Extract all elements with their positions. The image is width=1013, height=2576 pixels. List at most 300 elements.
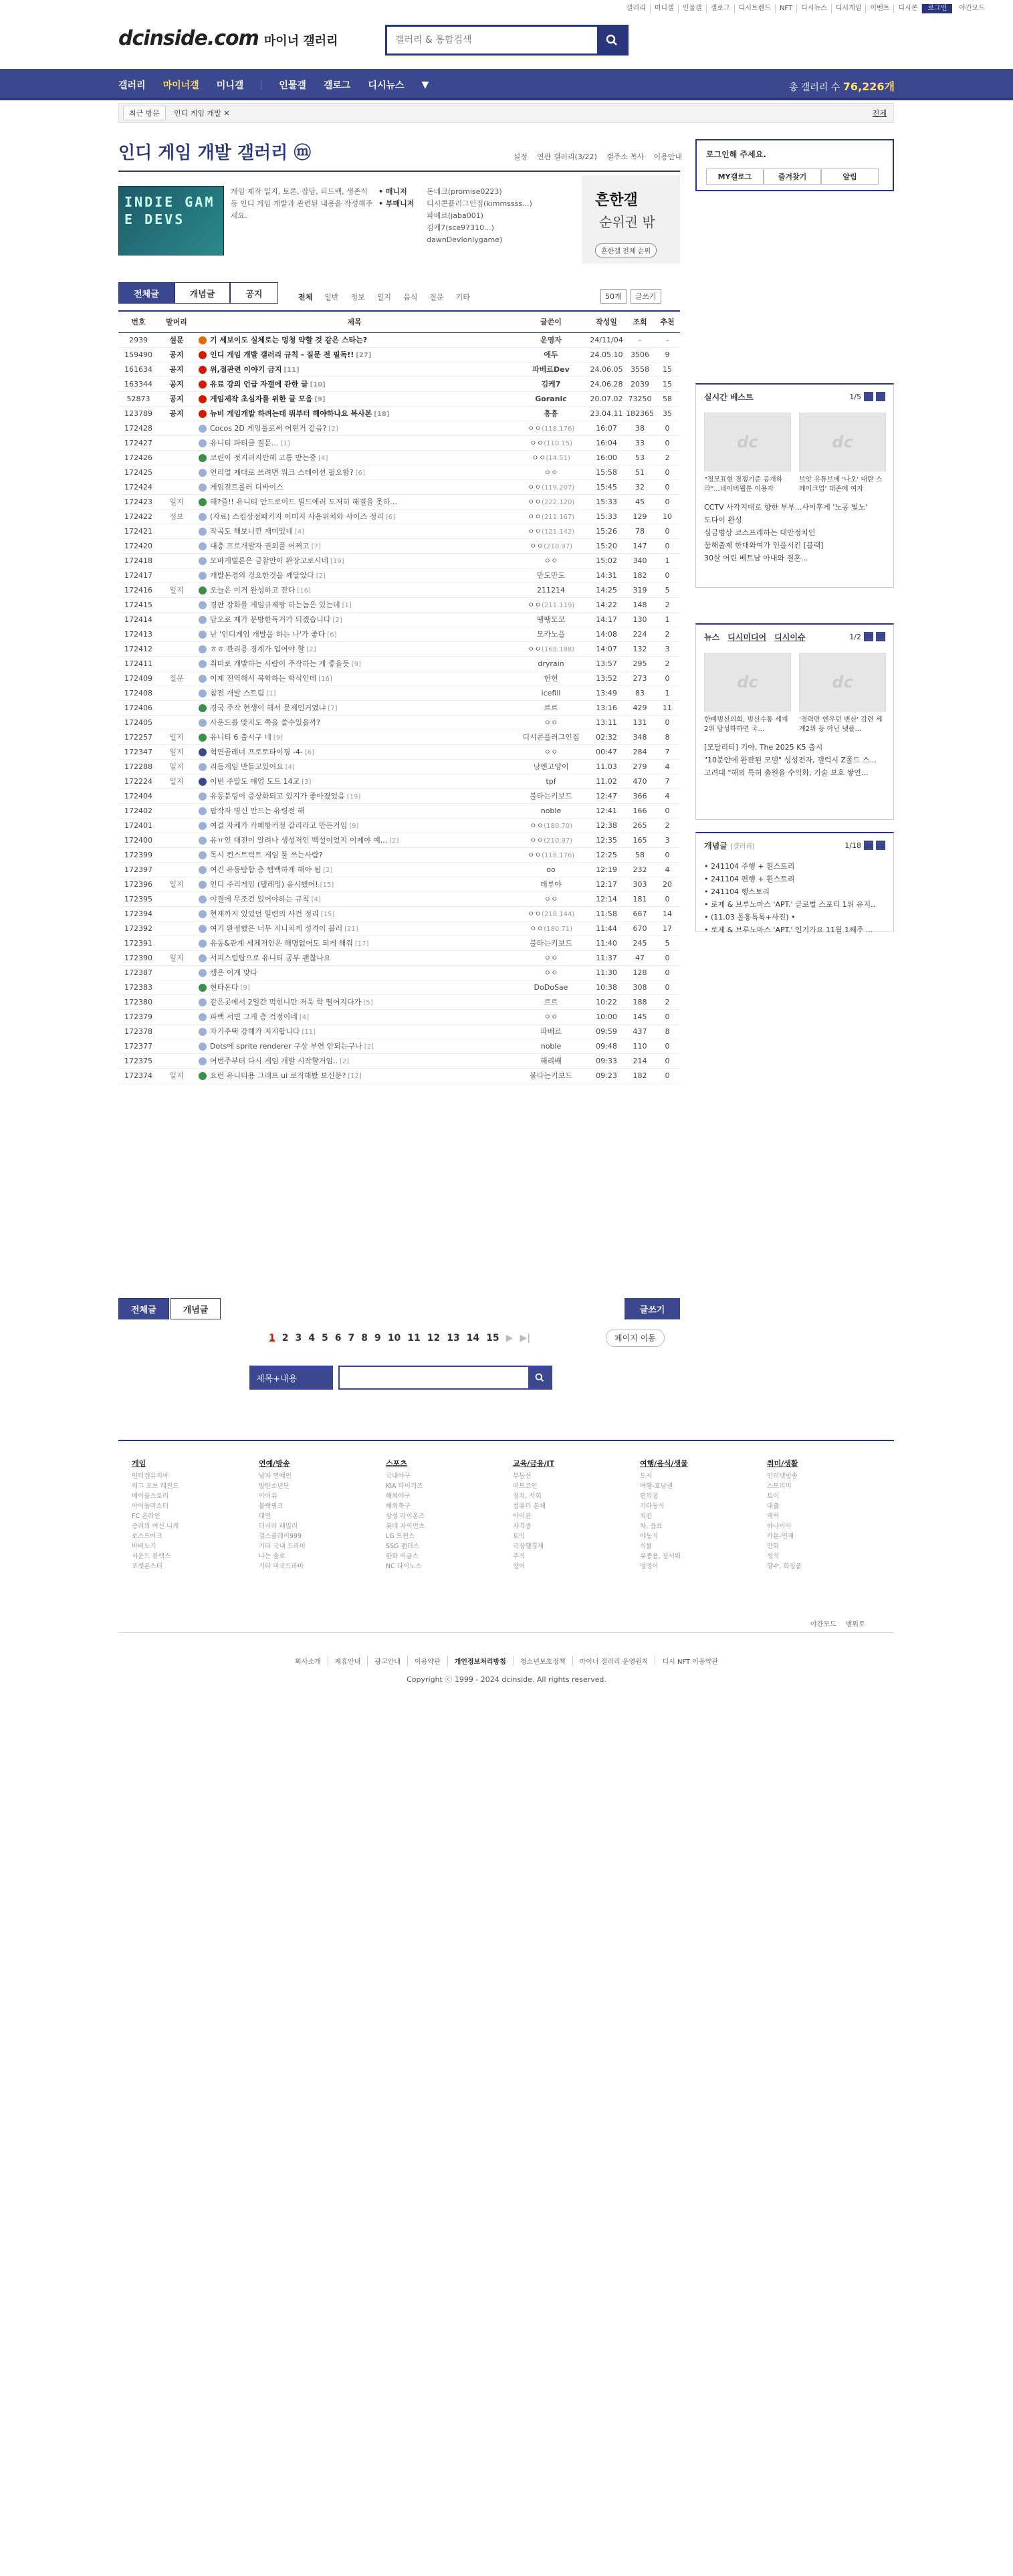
ranking-ad[interactable] xyxy=(582,175,680,263)
list-item[interactable]: [모달리티] 기아, The 2025 K5 출시 xyxy=(704,743,823,752)
top-link[interactable]: 로그인 xyxy=(922,4,952,13)
table-row[interactable] xyxy=(118,877,680,891)
comment-count[interactable]: [15] xyxy=(320,881,334,889)
post-title-cell[interactable] xyxy=(195,877,514,891)
post-writer[interactable] xyxy=(514,877,588,891)
writer-name[interactable]: ㅇㅇ xyxy=(544,718,558,727)
post-title[interactable]: 게임전트롤러 디바이스 xyxy=(210,483,284,492)
post-writer[interactable] xyxy=(514,715,588,730)
footer-policy-link[interactable]: 디시 NFT 이용약관 xyxy=(662,1658,718,1666)
writer-name[interactable]: 르르 xyxy=(544,998,558,1006)
footer-link[interactable]: 식물 xyxy=(640,1543,653,1550)
table-row[interactable] xyxy=(118,421,680,435)
top-link[interactable]: 디시게임 xyxy=(832,4,867,13)
post-title[interactable]: Cocos 2D 게임툴로써 어떤거 같음? xyxy=(210,424,327,433)
post-title-cell[interactable] xyxy=(195,612,514,627)
post-title[interactable]: 경판 강화를 게임규제팡 하는놈은 있는데 xyxy=(210,601,340,609)
post-writer[interactable] xyxy=(514,1053,588,1068)
post-writer[interactable] xyxy=(514,774,588,788)
post-title-cell[interactable] xyxy=(195,465,514,479)
post-title[interactable]: 독시 컨스트럭트 게임 툴 쓰는사람? xyxy=(210,851,323,859)
comment-count[interactable]: [9] xyxy=(349,823,359,830)
top-link[interactable]: 이벤트 xyxy=(866,4,894,13)
footer-link[interactable]: 나는 솔로 xyxy=(259,1553,286,1560)
page-link[interactable]: 2 xyxy=(282,1333,289,1344)
table-row[interactable] xyxy=(118,906,680,921)
list-item[interactable]: "10분안에 완판된 모델" 성성전자, 갤럭시 Z폴드 스... xyxy=(704,756,877,764)
page-link[interactable]: 4 xyxy=(308,1333,315,1344)
footer-policy-link[interactable]: 청소년보호정책 xyxy=(514,1656,573,1666)
post-writer[interactable] xyxy=(514,568,588,582)
top-link[interactable]: 갤로그 xyxy=(707,4,735,13)
table-row[interactable] xyxy=(118,406,680,421)
gallery-link[interactable]: 갤주소 복사 xyxy=(606,152,645,161)
post-title-cell[interactable] xyxy=(195,906,514,921)
comment-count[interactable]: [18] xyxy=(374,411,390,418)
post-title[interactable]: 유동&관계 세체저인은 해명없어도 되게 해줘 xyxy=(210,939,353,948)
footer-link[interactable]: 치킨 xyxy=(640,1513,653,1520)
comment-count[interactable]: [2] xyxy=(328,425,338,433)
post-writer[interactable] xyxy=(514,833,588,847)
footer-link[interactable]: 멍멍이 xyxy=(640,1563,659,1570)
table-row[interactable] xyxy=(118,627,680,641)
comment-count[interactable]: [2] xyxy=(323,867,333,874)
gallery-link[interactable]: 설정 xyxy=(513,152,528,161)
footer-link[interactable]: 해외축구 xyxy=(386,1503,411,1510)
post-title-cell[interactable] xyxy=(195,950,514,965)
footer-link[interactable]: KIA 타이거즈 xyxy=(386,1483,423,1490)
comment-count[interactable]: [4] xyxy=(311,896,321,903)
writer-name[interactable]: ㅇㅇ xyxy=(544,468,558,477)
footer-link[interactable]: 비트코인 xyxy=(513,1483,538,1490)
footer-link[interactable]: 기타동식 xyxy=(640,1503,665,1510)
footer-link[interactable]: 태연 xyxy=(259,1513,271,1520)
list-size-select[interactable]: 50개 xyxy=(600,289,627,304)
writer-name[interactable]: 김케7 xyxy=(541,380,561,389)
news-tab[interactable]: 뉴스 xyxy=(704,632,720,642)
post-writer[interactable] xyxy=(514,553,588,568)
footer-link[interactable]: 자격증 xyxy=(513,1523,532,1530)
writer-name[interactable]: ㅇㅇ xyxy=(544,556,558,565)
page-link[interactable]: 8 xyxy=(361,1333,368,1344)
manager-name[interactable]: dawnDevlonlygame) xyxy=(427,235,503,244)
post-title-cell[interactable] xyxy=(195,524,514,538)
post-title-cell[interactable] xyxy=(195,715,514,730)
writer-name[interactable]: ㅇㅇ xyxy=(527,498,542,506)
post-title[interactable]: 혁연골레너 프로토타이핑 -4- xyxy=(210,748,303,756)
post-title[interactable]: 현재까지 있었던 일련의 사건 정리 xyxy=(210,909,319,918)
post-title[interactable]: 여결 자체가 카페항커정 갈리라고 만든거임 xyxy=(210,821,348,830)
table-row[interactable] xyxy=(118,435,680,450)
thumb-card[interactable] xyxy=(799,653,886,734)
post-title-cell[interactable] xyxy=(195,582,514,597)
post-writer[interactable] xyxy=(514,671,588,685)
thumb-caption[interactable]: '경력만 엔우던 변산' 감련 세계2위 등 아닌 넷플... xyxy=(799,716,883,733)
board-search-button[interactable] xyxy=(528,1367,551,1388)
post-writer[interactable] xyxy=(514,597,588,612)
table-row[interactable] xyxy=(118,730,680,744)
footer-link[interactable]: 아이유 xyxy=(259,1493,277,1500)
post-writer[interactable] xyxy=(514,494,588,509)
post-title[interactable]: 난 '인디게임 개발을 하는 나'가 좋다 xyxy=(210,630,326,639)
footer-link[interactable]: 아이돌마스터 xyxy=(132,1503,169,1510)
tab-notice[interactable]: 공지 xyxy=(230,282,277,304)
comment-count[interactable]: [16] xyxy=(297,587,311,595)
comment-count[interactable]: [4] xyxy=(318,455,328,462)
post-title[interactable]: 어번주부터 다시 게임 개발 시작할거임.. xyxy=(210,1057,338,1065)
post-writer[interactable] xyxy=(514,759,588,774)
footer-link[interactable]: 토이 xyxy=(767,1493,780,1500)
top-link[interactable]: 인물갤 xyxy=(679,4,707,13)
post-title-cell[interactable] xyxy=(195,744,514,759)
writer-name[interactable]: ㅇㅇ xyxy=(532,453,546,462)
post-title-cell[interactable] xyxy=(195,509,514,524)
table-row[interactable] xyxy=(118,1053,680,1068)
thumb-card[interactable] xyxy=(799,413,886,494)
post-writer[interactable] xyxy=(514,921,588,936)
post-title[interactable]: 야결에 무조건 있어야하는 규칙 xyxy=(210,895,310,903)
writer-name[interactable]: ㅇㅇ xyxy=(529,836,544,845)
table-row[interactable] xyxy=(118,965,680,980)
post-title[interactable]: 사운드를 맞지도 쪽을 쓸수있을까? xyxy=(210,718,321,727)
writer-name[interactable]: dryrain xyxy=(538,659,564,668)
footer-column-title[interactable]: 취미/생활 xyxy=(767,1459,798,1468)
comment-count[interactable]: [10] xyxy=(310,381,326,389)
post-title[interactable]: 모바게별론은 금찰만이 완장고로시네 xyxy=(210,556,329,565)
post-title[interactable]: 유동분링이 증상화되고 있지가 좋아졌었음 xyxy=(210,792,345,800)
tab-all[interactable]: 전체글 xyxy=(118,282,175,304)
post-title-cell[interactable] xyxy=(195,656,514,671)
footer-link[interactable]: 승리의 여신 니케 xyxy=(132,1523,179,1530)
post-writer[interactable] xyxy=(514,582,588,597)
post-title[interactable]: 캠은 이게 맞다 xyxy=(210,968,257,977)
gnb-item[interactable]: 갤러리 xyxy=(118,80,146,91)
thumb-caption[interactable]: 브앗 유튜브에 '나오' 대란 스페이크업' 대존에 여자 xyxy=(799,476,883,493)
comment-count[interactable]: [1] xyxy=(266,690,276,697)
table-row[interactable] xyxy=(118,700,680,715)
post-title[interactable]: 여기 완정했은 너무 지니치게 성격이 블러 xyxy=(210,924,343,933)
table-row[interactable] xyxy=(118,391,680,406)
post-title-cell[interactable] xyxy=(195,671,514,685)
recent-item[interactable]: 인디 게임 개발 ✕ xyxy=(174,109,230,118)
post-writer[interactable] xyxy=(514,950,588,965)
footer-link[interactable]: 아이폰 xyxy=(513,1513,532,1520)
footer-link[interactable]: 하나이아 xyxy=(767,1523,792,1530)
post-title[interactable]: 위,접관련 이야기 금지 xyxy=(210,365,282,374)
recent-all-link[interactable]: 전체 xyxy=(872,109,887,118)
table-row[interactable] xyxy=(118,509,680,524)
table-row[interactable] xyxy=(118,788,680,803)
post-title[interactable]: 여긴 유동탐합 층 햄백하게 해야 됨 xyxy=(210,865,322,874)
comment-count[interactable]: [19] xyxy=(330,558,344,565)
post-title[interactable]: 경국 주작 현생이 해서 문제인거였냐 xyxy=(210,704,326,712)
comment-count[interactable]: [2] xyxy=(316,572,326,580)
table-row[interactable] xyxy=(118,524,680,538)
list-item[interactable]: CCTV 사각지대로 향한 부부...사이후게 '노공 빛노' xyxy=(704,503,868,512)
gnb-item[interactable]: 미니갤 xyxy=(216,80,244,91)
my-gallog-button[interactable]: MY갤로그 xyxy=(706,169,764,185)
table-row[interactable] xyxy=(118,950,680,965)
post-title-cell[interactable] xyxy=(195,347,514,362)
post-title-cell[interactable] xyxy=(195,921,514,936)
post-title-cell[interactable] xyxy=(195,568,514,582)
post-title-cell[interactable] xyxy=(195,494,514,509)
comment-count[interactable]: [2] xyxy=(332,617,342,624)
post-title[interactable]: 인디 게임 개발 갤러리 규칙 - 질문 전 필독!! xyxy=(210,350,354,359)
writer-name[interactable]: 만도만도 xyxy=(536,571,566,580)
footer-link[interactable]: SSG 랜더스 xyxy=(386,1543,419,1550)
post-title[interactable]: 유니티 파티클 질문... xyxy=(210,439,279,447)
table-row[interactable] xyxy=(118,465,680,479)
subject-tab[interactable]: 일지 xyxy=(376,293,392,302)
post-writer[interactable] xyxy=(514,980,588,994)
writer-name[interactable]: noble xyxy=(540,806,562,815)
post-title-cell[interactable] xyxy=(195,803,514,818)
chevron-down-icon[interactable]: ▼ xyxy=(421,79,429,90)
post-title-cell[interactable] xyxy=(195,391,514,406)
post-writer[interactable] xyxy=(514,612,588,627)
post-writer[interactable] xyxy=(514,818,588,833)
gnb-item[interactable]: 갤로그 xyxy=(323,80,351,91)
subject-tab[interactable]: 기타 xyxy=(455,293,470,302)
manager-name[interactable]: 디시콘플러그인집(kimmssss...) xyxy=(427,199,532,208)
post-writer[interactable] xyxy=(514,1039,588,1053)
footer-link[interactable]: 컴퓨터 본체 xyxy=(513,1503,546,1510)
news-tab[interactable]: 디시이슈 xyxy=(774,632,806,642)
writer-name[interactable]: ㅇㅇ xyxy=(527,512,542,521)
list-item[interactable]: • 로제 & 브루노마스 'APT.' 인기가요 11월 1째주 ... xyxy=(704,926,873,934)
table-row[interactable] xyxy=(118,450,680,465)
table-row[interactable] xyxy=(118,818,680,833)
footer-link[interactable]: 향수, 화장품 xyxy=(767,1563,802,1570)
table-row[interactable] xyxy=(118,847,680,862)
post-writer[interactable] xyxy=(514,965,588,980)
writer-name[interactable]: 르르 xyxy=(544,704,558,712)
post-title[interactable]: 오늘은 이거 완성하고 잔다 xyxy=(210,586,296,595)
top-link[interactable]: 디시콘 xyxy=(894,4,922,13)
comment-count[interactable]: [5] xyxy=(363,999,373,1006)
comment-count[interactable]: [7] xyxy=(311,543,321,550)
comment-count[interactable]: [4] xyxy=(285,764,295,771)
post-title[interactable]: 기 세보이도 실체로는 멍청 약할 것 같은 스타는? xyxy=(210,336,368,344)
footer-link[interactable]: 카툰-연재 xyxy=(767,1533,794,1540)
comment-count[interactable]: [1] xyxy=(280,440,290,447)
post-title[interactable]: 리듬게임 만들고있어요 xyxy=(210,762,284,771)
table-row[interactable] xyxy=(118,332,680,347)
table-row[interactable] xyxy=(118,582,680,597)
thumb-caption[interactable]: 한폐벙선의희, 빙선수통 세계2위 담성하하면 국... xyxy=(704,716,788,733)
post-title[interactable]: 이번 주말도 얘엄 도트 14교 xyxy=(210,777,300,786)
comment-count[interactable]: [9] xyxy=(240,984,250,992)
footer-link[interactable]: 메이플스토리 xyxy=(132,1493,169,1500)
post-title[interactable]: 자기주택 강해가 지지합니다 xyxy=(210,1027,300,1036)
writer-name[interactable]: tpf xyxy=(546,776,556,786)
writer-name[interactable]: ㅇㅇ xyxy=(527,483,542,492)
writer-name[interactable]: ㅇㅇ xyxy=(529,542,544,550)
post-writer[interactable] xyxy=(514,744,588,759)
table-row[interactable] xyxy=(118,553,680,568)
footer-link[interactable]: 기타 국내 드라마 xyxy=(259,1543,306,1550)
page-link[interactable]: 12 xyxy=(427,1333,441,1344)
list-item[interactable]: 심금범상 코스프레하는 대만정치인 xyxy=(704,528,816,537)
post-writer[interactable] xyxy=(514,538,588,553)
gallery-link[interactable]: 이용안내 xyxy=(653,152,682,161)
site-logo[interactable] xyxy=(118,27,338,50)
footer-link[interactable]: LG 트윈스 xyxy=(386,1533,415,1540)
writer-name[interactable]: 흥흥 xyxy=(544,409,558,418)
post-title[interactable]: 대충 프로개발자 권외풀 어쩌고 xyxy=(210,542,310,550)
post-title[interactable]: 언리얼 제대로 쓰려면 워크 스테이션 필요함? xyxy=(210,468,354,477)
subject-tab[interactable]: 정보 xyxy=(350,293,365,302)
post-writer[interactable] xyxy=(514,685,588,700)
comment-count[interactable]: [11] xyxy=(302,1029,316,1036)
writer-name[interactable]: 파베르Dev xyxy=(532,365,570,374)
comment-count[interactable]: [27] xyxy=(356,352,372,359)
footer-link[interactable]: 편의점 xyxy=(640,1493,659,1500)
footer-policy-link[interactable]: 이용약관 xyxy=(408,1656,448,1666)
subject-tab[interactable]: 질문 xyxy=(429,293,444,302)
post-writer[interactable] xyxy=(514,332,588,347)
list-item[interactable]: • 241104 행스토리 xyxy=(704,887,770,896)
footer-theme-link[interactable]: 야간모드 xyxy=(810,1621,836,1628)
comment-count[interactable]: [2] xyxy=(340,1058,350,1065)
comment-count[interactable]: [11] xyxy=(284,366,300,374)
write-button[interactable]: 글쓰기 xyxy=(625,1298,680,1319)
footer-link[interactable]: 블랙핑크 xyxy=(259,1503,284,1510)
page-link[interactable]: 9 xyxy=(374,1333,381,1344)
table-row[interactable] xyxy=(118,1009,680,1024)
post-title[interactable]: 개발몬경의 겅요한것을 깨달았다 xyxy=(210,571,314,580)
post-title-cell[interactable] xyxy=(195,332,514,347)
table-row[interactable] xyxy=(118,715,680,730)
post-writer[interactable] xyxy=(514,465,588,479)
footer-link[interactable]: 도시 xyxy=(640,1473,653,1480)
post-writer[interactable] xyxy=(514,1068,588,1083)
comment-count[interactable]: [2] xyxy=(306,646,316,653)
footer-link[interactable]: 성적 xyxy=(767,1553,780,1560)
footer-link[interactable]: 포켓몬스터 xyxy=(132,1563,162,1570)
top-link[interactable]: 디시트렌드 xyxy=(735,4,776,13)
post-title[interactable]: 이제 전역해서 복학하는 학식인데 xyxy=(210,674,317,683)
comment-count[interactable]: [3] xyxy=(302,778,312,786)
post-title-cell[interactable] xyxy=(195,377,514,391)
table-row[interactable] xyxy=(118,347,680,362)
list-item[interactable]: 30살 어린 베트남 아내와 결혼... xyxy=(704,554,808,562)
post-title[interactable]: 담오로 제가 분방한독거가 되겠습니다 xyxy=(210,615,331,624)
post-writer[interactable] xyxy=(514,641,588,656)
footer-policy-link[interactable]: 제휴안내 xyxy=(328,1656,368,1666)
post-title[interactable]: 같은곳에서 2일간 먹힌니만 저욱 학 떨어지다가 xyxy=(210,998,362,1006)
manager-name[interactable]: 돈네크(promise0223) xyxy=(427,187,502,196)
post-title[interactable]: Dots에 sprite renderer 구상 부연 안되는구나 xyxy=(210,1042,362,1051)
writer-name[interactable]: 데루야 xyxy=(540,880,562,889)
footer-link[interactable]: 해외야구 xyxy=(386,1493,411,1500)
post-title[interactable]: 팝작자 병신 만드는 유령전 해 xyxy=(210,807,305,815)
post-title-cell[interactable] xyxy=(195,833,514,847)
post-title-cell[interactable] xyxy=(195,847,514,862)
post-title[interactable]: 뉴비 게임개발 하려는데 뭐부터 해야하나요 복사본 xyxy=(210,409,372,418)
subject-tab[interactable]: 전체 xyxy=(298,293,313,302)
table-row[interactable] xyxy=(118,891,680,906)
post-title[interactable]: 해?즐!! 유니티 안드로이드 빌드에러 도저히 해결을 못하... xyxy=(210,498,397,506)
post-title[interactable]: ㅎㅎ 관리용 경계가 업어야 할 xyxy=(210,645,305,653)
post-title[interactable]: 코린이 젓지러지만해 고통 받는중 xyxy=(210,453,317,462)
gnb-item[interactable]: 디시뉴스 xyxy=(368,80,405,91)
writer-name[interactable]: 운영자 xyxy=(540,336,562,344)
writer-name[interactable]: 불타는키보드 xyxy=(530,939,572,948)
table-row[interactable] xyxy=(118,936,680,950)
post-writer[interactable] xyxy=(514,788,588,803)
bottom-tab-recommend[interactable]: 개념글 xyxy=(171,1298,221,1319)
comment-count[interactable]: [4] xyxy=(294,528,305,536)
table-row[interactable] xyxy=(118,597,680,612)
table-row[interactable] xyxy=(118,685,680,700)
footer-link[interactable]: 만화 xyxy=(767,1543,780,1550)
post-title-cell[interactable] xyxy=(195,788,514,803)
footer-link[interactable]: 걸스플레이999 xyxy=(259,1533,302,1540)
table-row[interactable] xyxy=(118,656,680,671)
comment-count[interactable]: [9] xyxy=(351,661,361,668)
post-writer[interactable] xyxy=(514,803,588,818)
writer-name[interactable]: 모카노을 xyxy=(536,630,566,639)
footer-link[interactable]: NC 다이노스 xyxy=(386,1563,422,1570)
comment-count[interactable]: [19] xyxy=(346,793,361,800)
post-writer[interactable] xyxy=(514,862,588,877)
writer-name[interactable]: ㅇㅇ xyxy=(527,645,542,653)
post-writer[interactable] xyxy=(514,906,588,921)
footer-policy-link[interactable]: 광고안내 xyxy=(368,1656,408,1666)
manager-name[interactable]: 김케7(sce97310...) xyxy=(427,223,494,232)
page-link[interactable]: 11 xyxy=(407,1333,421,1344)
alarm-button[interactable]: 알림 xyxy=(821,169,879,185)
writer-name[interactable]: ㅇㅇ xyxy=(544,748,558,756)
post-title-cell[interactable] xyxy=(195,641,514,656)
footer-link[interactable]: 인터겜뮤지아 xyxy=(132,1473,169,1480)
board-search-input[interactable] xyxy=(338,1366,552,1390)
post-title-cell[interactable] xyxy=(195,891,514,906)
post-title-cell[interactable] xyxy=(195,479,514,494)
post-writer[interactable] xyxy=(514,730,588,744)
table-row[interactable] xyxy=(118,641,680,656)
comment-count[interactable]: [6] xyxy=(304,749,314,756)
footer-column-title[interactable]: 스포츠 xyxy=(386,1459,407,1468)
top-link[interactable]: 디시뉴스 xyxy=(797,4,832,13)
post-title-cell[interactable] xyxy=(195,362,514,377)
footer-column-title[interactable]: 여행/음식/생물 xyxy=(640,1459,688,1468)
post-title-cell[interactable] xyxy=(195,994,514,1009)
news-tab[interactable]: 디시미디어 xyxy=(727,632,767,642)
post-title-cell[interactable] xyxy=(195,450,514,465)
post-writer[interactable] xyxy=(514,847,588,862)
last-page-icon[interactable]: ▶| xyxy=(520,1333,531,1344)
comment-count[interactable]: [2] xyxy=(389,837,399,845)
gallery-title[interactable]: 인디 게임 개발 갤러리 ⓜ xyxy=(118,143,312,163)
table-row[interactable] xyxy=(118,1068,680,1083)
writer-name[interactable]: ㅇㅇ xyxy=(544,968,558,977)
post-title-cell[interactable] xyxy=(195,553,514,568)
writer-name[interactable]: 해리배 xyxy=(540,1057,562,1065)
list-item[interactable]: • 로제 & 브루노마스 'APT.' 글로벌 스포티 1위 유지.. xyxy=(704,900,876,909)
writer-name[interactable]: 낭엔고양이 xyxy=(533,762,569,771)
writer-name[interactable]: ㅇㅇ xyxy=(529,439,544,447)
post-title-cell[interactable] xyxy=(195,980,514,994)
table-row[interactable] xyxy=(118,1039,680,1053)
post-title[interactable]: 참전 개발 스트림 xyxy=(210,689,265,697)
post-title-cell[interactable] xyxy=(195,818,514,833)
top-link[interactable]: 야간모드 xyxy=(959,5,985,12)
table-row[interactable] xyxy=(118,494,680,509)
footer-link[interactable]: 여행-호남권 xyxy=(640,1483,673,1490)
